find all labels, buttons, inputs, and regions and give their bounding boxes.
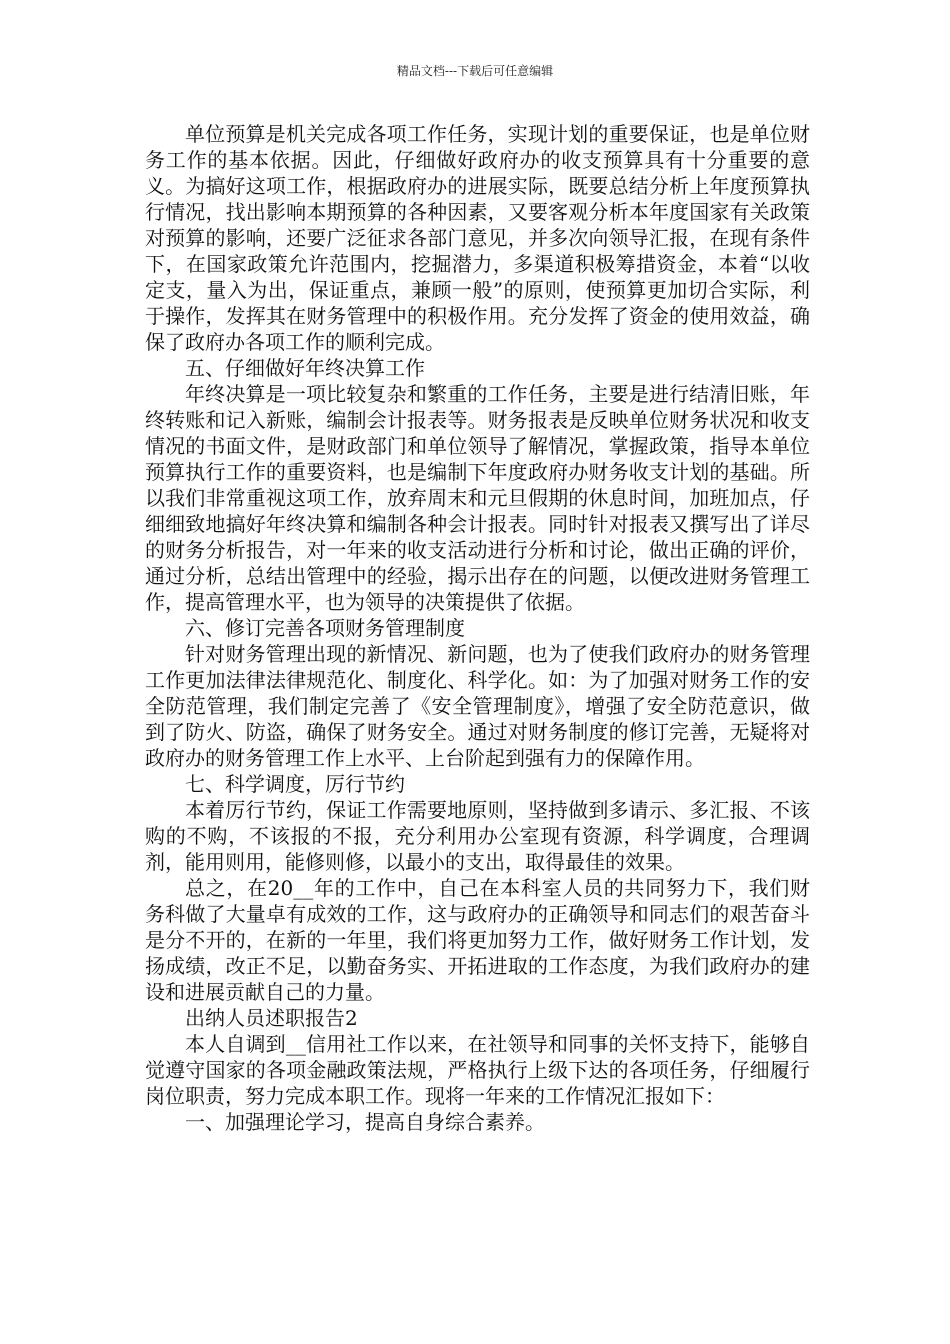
paragraph-summary: 总之，在20__年的工作中，自己在本科室人员的共同努力下，我们财务科做了大量卓有成效的工作，这与政府办的正确领导和同志们的艰苦奋斗是分不开的，在新的一年里，我们将更加努力工作，做好财务工作计划，发扬成绩，改正不足，以勤奋务实、开拓进取的工作态度，为我们政府办的建设和进展贡献自己的力量。 xyxy=(145,876,810,1004)
heading-section-6: 六、修订完善各项财务管理制度 xyxy=(185,616,465,640)
heading-section-7: 七、科学调度，厉行节约 xyxy=(185,772,405,796)
paragraph-report-intro: 本人自调到__信用社工作以来，在社领导和同事的关怀支持下，能够自觉遵守国家的各项金融政策法规，严格执行上级下达的各项任务，仔细履行岗位职责，努力完成本职工作。现将一年来的工作情况汇报如下： xyxy=(145,1032,810,1108)
document-body xyxy=(145,121,810,1135)
paragraph-management-rules: 针对财务管理出现的新情况、新问题，也为了使我们政府办的财务管理工作更加法律法律规范化、制度化、科学化。如：为了加强对财务工作的安全防范管理，我们制定完善了《安全管理制度》，增强了安全防范意识，做到了防火、防盗，确保了财务安全。通过对财务制度的修订完善，无疑将对政府办的财务管理工作上水平、上台阶起到强有力的保障作用。 xyxy=(145,642,810,770)
heading-section-5: 五、仔细做好年终决算工作 xyxy=(185,356,425,380)
heading-section-1: 一、加强理论学习，提高自身综合素养。 xyxy=(185,1110,545,1134)
page-header: 精品文档---下载后可任意编辑 xyxy=(396,64,554,78)
heading-report-2: 出纳人员述职报告2 xyxy=(185,1006,358,1030)
paragraph-year-end-accounts: 年终决算是一项比较复杂和繁重的工作任务，主要是进行结清旧账，年终转账和记入新账，编制会计报表等。财务报表是反映单位财务状况和收支情况的书面文件，是财政部门和单位领导了解情况，掌握政策，指导本单位预算执行工作的重要资料，也是编制下年度政府办财务收支计划的基础。所以我们非常重视这项工作，放弃周末和元旦假期的休息时间，加班加点，仔细细致地搞好年终决算和编制各种会计报表。同时针对报表又撰写出了详尽的财务分析报告，对一年来的收支活动进行分析和讨论，做出正确的评价，通过分析，总结出管理中的经验，揭示出存在的问题，以便改进财务管理工作，提高管理水平，也为领导的决策提供了依据。 xyxy=(145,382,810,614)
paragraph-economy: 本着厉行节约，保证工作需要地原则，坚持做到多请示、多汇报、不该购的不购，不该报的不报，充分利用办公室现有资源，科学调度，合理调剂，能用则用，能修则修，以最小的支出，取得最佳的效果。 xyxy=(145,798,810,874)
paragraph-budget: 单位预算是机关完成各项工作任务，实现计划的重要保证，也是单位财务工作的基本依据。因此，仔细做好政府办的收支预算具有十分重要的意义。为搞好这项工作，根据政府办的进展实际，既要总结分析上年度预算执行情况，找出影响本期预算的各种因素，又要客观分析本年度国家有关政策对预算的影响，还要广泛征求各部门意见，并多次向领导汇报，在现有条件下，在国家政策允许范围内，挖掘潜力，多渠道积极筹措资金，本着“以收定支，量入为出，保证重点，兼顾一般”的原则，使预算更加切合实际，利于操作，发挥其在财务管理中的积极作用。充分发挥了资金的使用效益，确保了政府办各项工作的顺利完成。 xyxy=(145,122,810,354)
